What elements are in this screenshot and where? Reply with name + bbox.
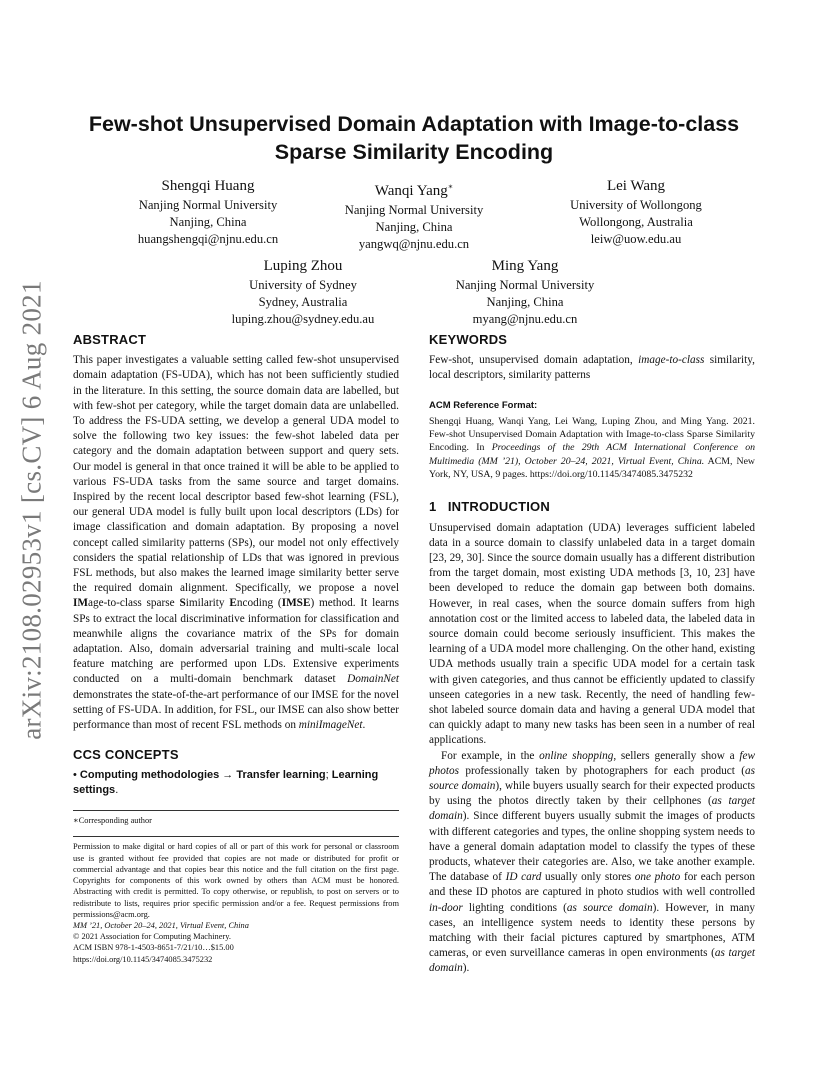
author-block [310,176,518,253]
author-block [532,176,740,248]
author-email[interactable]: yangwq@njnu.edu.cn [358,237,470,251]
author-email[interactable]: huangshengqi@njnu.edu.cn [137,232,279,246]
doi-link[interactable]: https://doi.org/10.1145/3474085.3475232 [73,954,213,964]
acm-reference-heading: ACM Reference Format: [429,399,538,411]
permission-notice: Permission to make digital or hard copies of all or part of this work for personal or classroom use is granted without fee provided that copies are not made or distributed for profit or commercial advantage and that copies bear this notice and the full citation on the first page. Copyrights for components of this work owned by others than ACM must be honored. Abstracting with credit is permitted. To copy otherwise, or republish, to post on servers or to redistribute to lists, requires prior specific permission and/or a fee. Request permissions from permissions@acm.org. [73,842,399,919]
author-affiliation: Nanjing Normal University [344,203,484,217]
footnote-corresponding: ∗Corresponding author [73,816,152,826]
author-email[interactable]: myang@njnu.edu.cn [472,312,578,326]
arxiv-stamp [8,280,56,740]
author-email[interactable]: luping.zhou@sydney.edu.au [231,312,375,326]
intro-paragraph-2: For example, in the online shopping, sellers generally show a few photos professionally taken by photographers for each product (as source domain), while buyers usually search for their expected products by using the photos directly taken by their cellphones (as target domain). Since different buyers usually submit the images of products with different categories and types, the online shopping system needs to have a general domain adaptation model to classify the types of these products, whatever their categories are. Also, we take another example. The database of ID card usually only stores one photo for each person and these ID photos are captured in photo studios with well controlled in-door lighting conditions (as source domain). However, in many cases, an intelligence system needs to identity these persons by matching with their facial pictures captured by smartphones, ATM cameras, or even surveillance cameras in open environments (as target domain). [429,749,756,975]
author-name: Ming Yang [491,258,559,274]
isbn-line: ACM ISBN 978-1-4503-8651-7/21/10…$15.00 [73,943,234,953]
author-affiliation: Nanjing Normal University [138,198,278,212]
intro-paragraph-1: Unsupervised domain adaptation (UDA) leverages sufficient labeled data in a source domain to classify unlabeled data in a target domain [23, 29, 30]. Since the source domain usually has a different distribution from the target domain, most existing UDA methods [3, 10, 23] have been developed to reduce the domain gap between both domains. However, in real cases, when the source domain suffers from high annotation cost or the limited access to labeled data, the labeled data in source domain could become seriously insufficient. This makes the learning of a UDA model more challenging. On the other hand, existing UDA methods usually train a specific UDA model for a certain task with given categories, and thus cannot be efficiently updated to classify unseen categories in a new task. Recently, the need of handling few-shot labeled source domain data and having a general UDA model that can quickly adapt to many new tasks has been seen in a number of real applications. [429,521,755,747]
intro-heading: 1 INTRODUCTION [429,499,550,515]
author-location: Nanjing, China [375,220,453,234]
author-location: Nanjing, China [169,215,247,229]
left-column [73,332,399,965]
title-line-1: Few-shot Unsupervised Domain Adaptation with Image-to-class [88,112,740,136]
author-affiliation: University of Sydney [249,278,357,292]
author-name: Lei Wang [606,178,666,194]
author-location: Wollongong, Australia [579,215,693,229]
paper-title [70,110,758,166]
corresponding-mark: ∗ [447,182,454,191]
author-location: Nanjing, China [486,295,564,309]
keywords-text: Few-shot, unsupervised domain adaptation, image-to-class similarity, local descriptors, similarity patterns [429,354,755,382]
keywords-heading: KEYWORDS [429,332,508,347]
author-name: Luping Zhou [263,258,343,274]
author-affiliation: University of Wollongong [570,198,702,212]
abstract-text: This paper investigates a valuable setting called few-shot unsupervised domain adaptation (FS-UDA), which has not been sufficiently studied in the literature. In this setting, the source domain data are labelled, but with few-shot per category, while the target domain data are unlabelled. To address the FS-UDA setting, we develop a general UDA model to solve the following two key issues: the few-shot labeled data per category and the domain adaptation between support and query sets. Our model is general in that once trained it will be able to be applied to various FS-UDA tasks from the same source and target domains. Inspired by the recent local descriptor based few-shot learning (FSL), our general UDA model is fully built upon local descriptors (LDs) for image classification and domain adaptation. By proposing a novel concept called similarity patterns (SPs), our model not only effectively considers the spatial relationship of LDs that was ignored in previous FSL methods, but also makes the learned image similarity better serve the required domain alignment. Specifically, we propose a novel IMage-to-class sparse Similarity Encoding (IMSE) method. It learns SPs to extract the local discriminative information for classification and meanwhile aligns the covariance matrix of the SPs for domain adaptation. Also, domain adversarial training and multi-scale local feature matching are performed upon LDs. Extensive experiments conducted on a multi-domain benchmark dataset DomainNet demonstrates the state-of-the-art performance of our IMSE for the novel setting of FS-UDA. In addition, for FSL, our IMSE can also show better performance than most of recent FSL methods on miniImageNet. [73,354,399,732]
author-name: Shengqi Huang [161,178,255,194]
acm-reference-text: Shengqi Huang, Wanqi Yang, Lei Wang, Luping Zhou, and Ming Yang. 2021. Few-shot Unsupervised Domain Adaptation with Image-to-class Sparse Similarity Encoding. In Proceedings of the 29th ACM International Conference on Multimedia (MM ’21), October 20–24, 2021, Virtual Event, China. ACM, New York, NY, USA, 9 pages. https://doi.org/10.1145/3474085.3475232 [429,415,755,480]
title-line-2: Sparse Similarity Encoding [274,140,554,164]
author-name-text: Wanqi Yang [374,183,448,199]
author-block [421,256,629,328]
permission-rule [73,836,399,837]
author-affiliation: Nanjing Normal University [455,278,595,292]
ccs-heading: CCS CONCEPTS [73,747,179,763]
copyright-line: © 2021 Association for Computing Machinery. [73,932,231,942]
author-name [310,176,518,202]
right-column [429,332,755,977]
author-block [104,176,312,248]
author-block [199,256,407,328]
author-location: Sydney, Australia [258,295,348,309]
arxiv-stamp-text: arXiv:2108.02953v1 [cs.CV] 6 Aug 2021 [16,280,47,740]
ccs-concepts: • Computing methodologies → Transfer learning; Learning settings. [73,769,379,797]
abstract-heading: ABSTRACT [73,332,147,347]
author-email[interactable]: leiw@uow.edu.au [590,232,682,246]
venue-line: MM ’21, October 20–24, 2021, Virtual Event, China [73,920,249,930]
footnote-rule [73,810,399,811]
